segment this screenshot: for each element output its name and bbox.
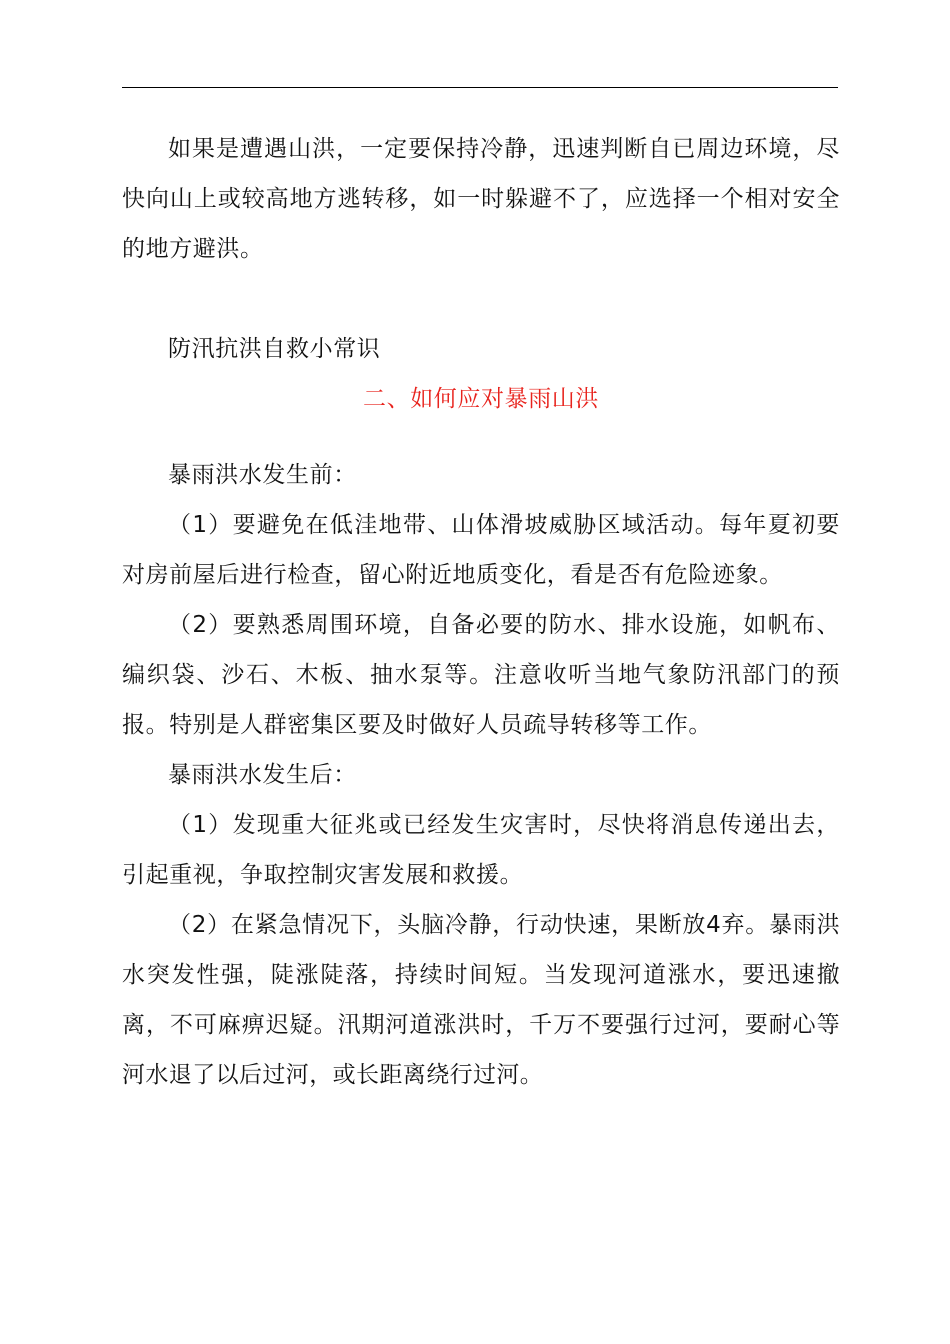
subheading: 防汛抗洪自救小常识 <box>168 336 381 362</box>
header-rule <box>122 87 838 88</box>
before-heading: 暴雨洪水发生前： <box>168 462 357 488</box>
after-heading: 暴雨洪水发生后： <box>168 762 357 788</box>
document-body <box>122 124 840 1100</box>
before-item-1: （1）要避免在低洼地带、山体滑坡威胁区域活动。每年夏初要对房前屋后进行检查，留心附近地质变化，看是否有危险迹象。 <box>122 512 840 588</box>
intro-paragraph: 如果是遭遇山洪，一定要保持冷静，迅速判断自已周边环境，尽快向山上或较高地方逃转移，如一时躲避不了，应选择一个相对安全的地方避洪。 <box>122 136 840 262</box>
before-item-2: （2）要熟悉周围环境，自备必要的防水、排水设施，如帆布、编织袋、沙石、木板、抽水泵等。注意收听当地气象防汛部门的预报。特别是人群密集区要及时做好人员疏导转移等工作。 <box>122 612 840 738</box>
section-title: 二、如何应对暴雨山洪 <box>363 386 599 412</box>
paragraph-gap <box>122 274 840 324</box>
after-item-1: （1）发现重大征兆或已经发生灾害时，尽快将消息传递出去，引起重视，争取控制灾害发展和救援。 <box>122 812 840 888</box>
after-item-2: （2）在紧急情况下，头脑冷静，行动快速，果断放4弃。暴雨洪水突发性强，陡涨陡落，持续时间短。当发现河道涨水，要迅速撤离，不可麻痹迟疑。汛期河道涨洪时，千万不要强行过河，要耐心等河水退了以后过河，或长距离绕行过河。 <box>122 912 840 1088</box>
